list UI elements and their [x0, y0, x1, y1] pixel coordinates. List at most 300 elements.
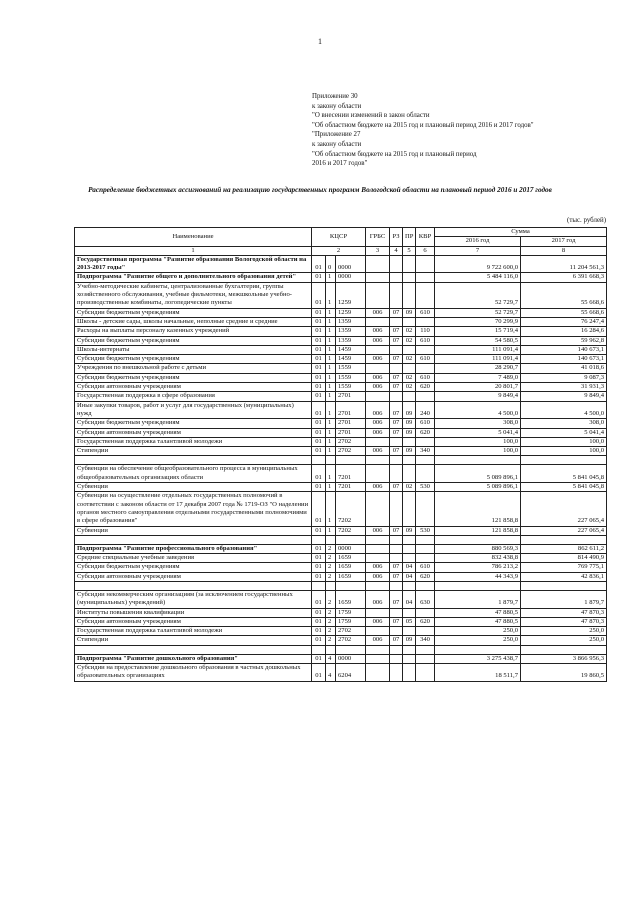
sum-2017: 9 849,4 — [521, 392, 607, 401]
pr-code: 09 — [403, 308, 416, 317]
grbs-code — [366, 608, 390, 617]
sum-2017 — [521, 645, 607, 654]
sum-2016: 111 091,4 — [435, 345, 521, 354]
sum-2016: 100,0 — [435, 447, 521, 456]
row-name — [75, 456, 312, 465]
sum-2017 — [521, 535, 607, 544]
kcsr-subprogram: 1 — [326, 447, 336, 456]
grbs-code: 006 — [366, 327, 390, 336]
kvr-code: 340 — [416, 447, 435, 456]
grbs-code — [366, 645, 390, 654]
rz-code — [390, 554, 403, 563]
row-name: Субсидии бюджетным учреждениям — [75, 419, 312, 428]
table-row — [75, 636, 607, 645]
kcsr-program: 01 — [312, 526, 326, 535]
table-row — [75, 308, 607, 317]
row-name: Учебно-методические кабинеты, централизованные бухгалтерии, группы хозяйственного обслуживания, учебные фильмотеки, межшкольные учебно-производственные комбинаты, логопедические пункты — [75, 282, 312, 308]
pr-code — [403, 364, 416, 373]
appendix-line: "Об областном бюджете на 2015 год и плановый период — [312, 150, 477, 158]
rz-code: 07 — [390, 355, 403, 364]
pr-code — [403, 664, 416, 682]
kcsr-code — [336, 645, 366, 654]
pr-code — [403, 456, 416, 465]
kcsr-program: 01 — [312, 617, 326, 626]
grbs-code: 006 — [366, 563, 390, 572]
kvr-code: 610 — [416, 355, 435, 364]
document-title: Распределение бюджетных ассигнований на реализацию государственных программ Вологодской области на плановый период 2016 и 2017 годов — [88, 186, 552, 194]
appendix-note — [312, 92, 534, 169]
kvr-code: 630 — [416, 590, 435, 608]
sum-2017: 3 866 956,3 — [521, 654, 607, 663]
row-name: Субсидии на предоставление дошкольного образования в частных дошкольных образовательных организациях — [75, 664, 312, 682]
kcsr-program — [312, 581, 326, 590]
table-row — [75, 317, 607, 326]
rz-code: 07 — [390, 483, 403, 492]
row-name: Государственная программа "Развитие образования Вологодской области на 2013-2017 годы" — [75, 255, 312, 273]
kcsr-subprogram — [326, 456, 336, 465]
grbs-code — [366, 317, 390, 326]
sum-2016: 15 719,4 — [435, 327, 521, 336]
pr-code — [403, 554, 416, 563]
table-row — [75, 428, 607, 437]
kcsr-code: 1659 — [336, 572, 366, 581]
row-name: Субсидии автономным учреждениям — [75, 428, 312, 437]
grbs-code — [366, 282, 390, 308]
rz-code — [390, 627, 403, 636]
appendix-line: "Об областном бюджете на 2015 год и плановый период 2016 и 2017 годов" — [312, 121, 534, 129]
sum-2016 — [435, 535, 521, 544]
pr-code: 09 — [403, 526, 416, 535]
kvr-code — [416, 581, 435, 590]
table-row — [75, 654, 607, 663]
row-name: Субсидии бюджетным учреждениям — [75, 563, 312, 572]
grbs-code: 006 — [366, 355, 390, 364]
rz-code — [390, 654, 403, 663]
table-row — [75, 608, 607, 617]
kcsr-subprogram: 1 — [326, 526, 336, 535]
grbs-code: 006 — [366, 447, 390, 456]
kcsr-code: 2702 — [336, 437, 366, 446]
kcsr-subprogram: 1 — [326, 282, 336, 308]
row-name: Субсидии бюджетным учреждениям — [75, 355, 312, 364]
table-row — [75, 373, 607, 382]
sum-2017: 5 841 045,8 — [521, 483, 607, 492]
sum-2017: 76 247,4 — [521, 317, 607, 326]
kvr-code — [416, 645, 435, 654]
kcsr-subprogram: 2 — [326, 636, 336, 645]
header-kcsr: КЦСР — [312, 228, 366, 247]
sum-2017: 19 860,5 — [521, 664, 607, 682]
kcsr-code: 2702 — [336, 627, 366, 636]
kvr-code — [416, 664, 435, 682]
page-number: 1 — [318, 37, 322, 46]
table-row — [75, 492, 607, 526]
row-name: Субсидии автономным учреждениям — [75, 617, 312, 626]
kvr-code — [416, 627, 435, 636]
kvr-code: 610 — [416, 563, 435, 572]
kcsr-subprogram: 2 — [326, 608, 336, 617]
sum-2016: 70 299,9 — [435, 317, 521, 326]
sum-2016: 832 438,8 — [435, 554, 521, 563]
kvr-code: 340 — [416, 636, 435, 645]
table-row — [75, 383, 607, 392]
sum-2016: 20 801,7 — [435, 383, 521, 392]
kvr-code — [416, 456, 435, 465]
kvr-code: 620 — [416, 572, 435, 581]
kvr-code — [416, 465, 435, 483]
kvr-code: 610 — [416, 419, 435, 428]
column-number: 2 — [312, 246, 366, 255]
kvr-code — [416, 608, 435, 617]
kcsr-code: 1659 — [336, 554, 366, 563]
column-number: 1 — [75, 246, 312, 255]
row-name: Стипендии — [75, 636, 312, 645]
grbs-code: 006 — [366, 419, 390, 428]
sum-2016: 5 041,4 — [435, 428, 521, 437]
kcsr-subprogram: 1 — [326, 419, 336, 428]
kvr-code — [416, 255, 435, 273]
kcsr-subprogram: 4 — [326, 654, 336, 663]
kcsr-program: 01 — [312, 563, 326, 572]
sum-2017: 5 841 045,8 — [521, 465, 607, 483]
grbs-code: 006 — [366, 636, 390, 645]
sum-2017: 11 204 561,3 — [521, 255, 607, 273]
rz-code: 07 — [390, 617, 403, 626]
pr-code — [403, 392, 416, 401]
appendix-line: "О внесении изменений в закон области — [312, 112, 430, 120]
pr-code: 09 — [403, 447, 416, 456]
appendix-line: к закону области — [312, 102, 362, 110]
pr-code: 02 — [403, 383, 416, 392]
row-name: Подпрограмма "Развитие профессионального образования" — [75, 544, 312, 553]
kcsr-program: 01 — [312, 327, 326, 336]
kcsr-code — [336, 581, 366, 590]
kcsr-program: 01 — [312, 317, 326, 326]
rz-code: 07 — [390, 636, 403, 645]
row-name: Учреждения по внешкольной работе с детьми — [75, 364, 312, 373]
kcsr-code: 1459 — [336, 345, 366, 354]
kcsr-program: 01 — [312, 383, 326, 392]
kcsr-program — [312, 456, 326, 465]
sum-2017: 47 870,3 — [521, 617, 607, 626]
sum-2016: 44 343,9 — [435, 572, 521, 581]
sum-2017: 41 018,6 — [521, 364, 607, 373]
blank-row — [75, 645, 607, 654]
kcsr-program — [312, 535, 326, 544]
pr-code: 09 — [403, 636, 416, 645]
rz-code: 07 — [390, 336, 403, 345]
pr-code — [403, 608, 416, 617]
sum-2016: 3 275 438,7 — [435, 654, 521, 663]
rz-code: 07 — [390, 419, 403, 428]
column-number: 5 — [403, 246, 416, 255]
header-sum: Сумма — [435, 228, 607, 237]
kcsr-subprogram: 1 — [326, 308, 336, 317]
kcsr-subprogram — [326, 535, 336, 544]
rz-code — [390, 645, 403, 654]
kvr-code: 110 — [416, 327, 435, 336]
sum-2016: 250,0 — [435, 627, 521, 636]
rz-code — [390, 465, 403, 483]
kcsr-subprogram — [326, 581, 336, 590]
sum-2017: 250,0 — [521, 627, 607, 636]
kcsr-subprogram: 1 — [326, 392, 336, 401]
sum-2016: 786 213,2 — [435, 563, 521, 572]
kcsr-program: 01 — [312, 654, 326, 663]
kcsr-subprogram: 1 — [326, 345, 336, 354]
pr-code: 02 — [403, 336, 416, 345]
kcsr-subprogram: 1 — [326, 327, 336, 336]
kcsr-program: 01 — [312, 273, 326, 282]
row-name: Расходы на выплаты персоналу казенных учреждений — [75, 327, 312, 336]
sum-2016: 47 880,5 — [435, 617, 521, 626]
row-name: Субсидии бюджетным учреждениям — [75, 373, 312, 382]
column-number: 6 — [416, 246, 435, 255]
kcsr-program: 01 — [312, 345, 326, 354]
grbs-code: 006 — [366, 401, 390, 419]
kcsr-code: 2702 — [336, 636, 366, 645]
rz-code — [390, 456, 403, 465]
sum-2017: 227 065,4 — [521, 526, 607, 535]
kcsr-subprogram: 1 — [326, 355, 336, 364]
sum-2016 — [435, 581, 521, 590]
table-row — [75, 572, 607, 581]
kvr-code — [416, 345, 435, 354]
sum-2017: 6 391 668,3 — [521, 273, 607, 282]
column-number: 3 — [366, 246, 390, 255]
rz-code: 07 — [390, 590, 403, 608]
sum-2017: 55 668,6 — [521, 282, 607, 308]
table-row — [75, 419, 607, 428]
rz-code — [390, 608, 403, 617]
table-row — [75, 465, 607, 483]
kvr-code: 610 — [416, 308, 435, 317]
sum-2016: 5 089 896,1 — [435, 483, 521, 492]
kvr-code — [416, 273, 435, 282]
kcsr-code: 1559 — [336, 373, 366, 382]
header-rz: РЗ — [390, 228, 403, 247]
kcsr-code: 1659 — [336, 563, 366, 572]
sum-2016: 52 729,7 — [435, 308, 521, 317]
appendix-line: 2016 и 2017 годов" — [312, 160, 368, 168]
grbs-code: 006 — [366, 308, 390, 317]
kcsr-subprogram: 1 — [326, 336, 336, 345]
row-name: Школы - детские сады, школы начальные, неполные средние и средние — [75, 317, 312, 326]
sum-2017: 814 490,9 — [521, 554, 607, 563]
sum-2016: 47 880,5 — [435, 608, 521, 617]
row-name — [75, 645, 312, 654]
kcsr-code: 1459 — [336, 355, 366, 364]
sum-2017: 862 611,2 — [521, 544, 607, 553]
kcsr-program — [312, 645, 326, 654]
row-name: Субсидии некоммерческим организациям (за исключением государственных (муниципальных) учреждений) — [75, 590, 312, 608]
pr-code — [403, 581, 416, 590]
kcsr-program: 01 — [312, 447, 326, 456]
sum-2017 — [521, 456, 607, 465]
kcsr-program: 01 — [312, 572, 326, 581]
kcsr-subprogram: 1 — [326, 317, 336, 326]
pr-code — [403, 437, 416, 446]
table-row — [75, 255, 607, 273]
sum-2017: 140 673,1 — [521, 355, 607, 364]
sum-2016: 52 729,7 — [435, 282, 521, 308]
kcsr-subprogram: 2 — [326, 572, 336, 581]
row-name: Государственная поддержка в сфере образования — [75, 392, 312, 401]
table-row — [75, 282, 607, 308]
row-name: Государственная поддержка талантливой молодежи — [75, 627, 312, 636]
pr-code — [403, 645, 416, 654]
row-name: Субсидии бюджетным учреждениям — [75, 308, 312, 317]
pr-code: 09 — [403, 419, 416, 428]
grbs-code — [366, 535, 390, 544]
pr-code — [403, 255, 416, 273]
kvr-code — [416, 554, 435, 563]
pr-code: 02 — [403, 327, 416, 336]
pr-code — [403, 654, 416, 663]
sum-2016: 880 569,3 — [435, 544, 521, 553]
sum-2016: 250,0 — [435, 636, 521, 645]
kcsr-program: 01 — [312, 355, 326, 364]
pr-code: 02 — [403, 373, 416, 382]
pr-code — [403, 544, 416, 553]
sum-2016: 7 489,0 — [435, 373, 521, 382]
pr-code — [403, 627, 416, 636]
kvr-code: 240 — [416, 401, 435, 419]
rz-code: 07 — [390, 308, 403, 317]
table-row — [75, 563, 607, 572]
kcsr-program: 01 — [312, 544, 326, 553]
grbs-code: 006 — [366, 428, 390, 437]
kcsr-program: 01 — [312, 492, 326, 526]
kcsr-code: 6204 — [336, 664, 366, 682]
rz-code: 07 — [390, 563, 403, 572]
pr-code — [403, 535, 416, 544]
column-number: 8 — [521, 246, 607, 255]
kcsr-program: 01 — [312, 465, 326, 483]
grbs-code — [366, 255, 390, 273]
kcsr-code: 1359 — [336, 336, 366, 345]
column-numbers-row — [75, 246, 607, 255]
header-grbs: ГРБС — [366, 228, 390, 247]
pr-code: 04 — [403, 572, 416, 581]
pr-code: 09 — [403, 428, 416, 437]
rz-code — [390, 581, 403, 590]
sum-2017: 308,0 — [521, 419, 607, 428]
sum-2016: 308,0 — [435, 419, 521, 428]
rz-code: 07 — [390, 401, 403, 419]
kvr-code — [416, 544, 435, 553]
table-row — [75, 664, 607, 682]
kcsr-code: 7202 — [336, 492, 366, 526]
header-pr: ПР — [403, 228, 416, 247]
sum-2017: 47 870,3 — [521, 608, 607, 617]
kvr-code — [416, 654, 435, 663]
kcsr-code — [336, 456, 366, 465]
pr-code — [403, 273, 416, 282]
kcsr-subprogram: 1 — [326, 492, 336, 526]
kvr-code: 620 — [416, 383, 435, 392]
header-name: Наименование — [75, 228, 312, 247]
grbs-code: 006 — [366, 373, 390, 382]
table-row — [75, 336, 607, 345]
kcsr-code: 2701 — [336, 419, 366, 428]
grbs-code — [366, 345, 390, 354]
kcsr-subprogram: 1 — [326, 401, 336, 419]
kcsr-program: 01 — [312, 336, 326, 345]
kcsr-program: 01 — [312, 419, 326, 428]
grbs-code: 006 — [366, 483, 390, 492]
pr-code: 04 — [403, 563, 416, 572]
header-row — [75, 228, 607, 237]
kcsr-program: 01 — [312, 392, 326, 401]
table-row — [75, 590, 607, 608]
kcsr-subprogram: 2 — [326, 544, 336, 553]
kcsr-code: 0000 — [336, 544, 366, 553]
kcsr-program: 01 — [312, 590, 326, 608]
grbs-code: 006 — [366, 617, 390, 626]
rz-code — [390, 255, 403, 273]
row-name: Субвенции на осуществление отдельных государственных полномочий в соответствии с законом области от 17 декабря 2007 года № 1719-ОЗ "О наделении органов местного самоуправления отдельными государственными полномочиями в сфере образования" — [75, 492, 312, 526]
kvr-code: 610 — [416, 336, 435, 345]
sum-2016: 54 580,5 — [435, 336, 521, 345]
kcsr-code: 1659 — [336, 590, 366, 608]
kcsr-subprogram: 2 — [326, 627, 336, 636]
pr-code: 05 — [403, 617, 416, 626]
row-name: Иные закупки товаров, работ и услуг для государственных (муниципальных) нужд — [75, 401, 312, 419]
pr-code: 09 — [403, 401, 416, 419]
kcsr-code: 2701 — [336, 392, 366, 401]
table-row — [75, 392, 607, 401]
row-name: Субсидии автономным учреждениям — [75, 572, 312, 581]
rz-code: 07 — [390, 526, 403, 535]
sum-2016: 28 290,7 — [435, 364, 521, 373]
kvr-code — [416, 364, 435, 373]
grbs-code — [366, 664, 390, 682]
rz-code: 07 — [390, 327, 403, 336]
kcsr-code: 2701 — [336, 401, 366, 419]
appendix-line: Приложение 30 — [312, 93, 358, 100]
kcsr-subprogram: 1 — [326, 273, 336, 282]
kcsr-program: 01 — [312, 636, 326, 645]
sum-2016: 18 511,7 — [435, 664, 521, 682]
kvr-code — [416, 282, 435, 308]
sum-2017: 227 065,4 — [521, 492, 607, 526]
column-number: 7 — [435, 246, 521, 255]
table-row — [75, 544, 607, 553]
sum-2017: 250,0 — [521, 636, 607, 645]
sum-2017: 31 931,3 — [521, 383, 607, 392]
row-name: Субвенции — [75, 483, 312, 492]
sum-2016: 121 858,8 — [435, 492, 521, 526]
grbs-code — [366, 456, 390, 465]
kcsr-program: 01 — [312, 282, 326, 308]
grbs-code — [366, 554, 390, 563]
rz-code: 07 — [390, 383, 403, 392]
sum-2016: 1 879,7 — [435, 590, 521, 608]
blank-row — [75, 581, 607, 590]
kcsr-subprogram: 1 — [326, 428, 336, 437]
kcsr-subprogram — [326, 645, 336, 654]
sum-2016 — [435, 456, 521, 465]
sum-2017: 5 041,4 — [521, 428, 607, 437]
sum-2017: 769 775,1 — [521, 563, 607, 572]
pr-code: 02 — [403, 355, 416, 364]
kcsr-program: 01 — [312, 428, 326, 437]
rz-code — [390, 273, 403, 282]
sum-2016: 5 484 116,0 — [435, 273, 521, 282]
sum-2017: 42 836,1 — [521, 572, 607, 581]
rz-code — [390, 392, 403, 401]
